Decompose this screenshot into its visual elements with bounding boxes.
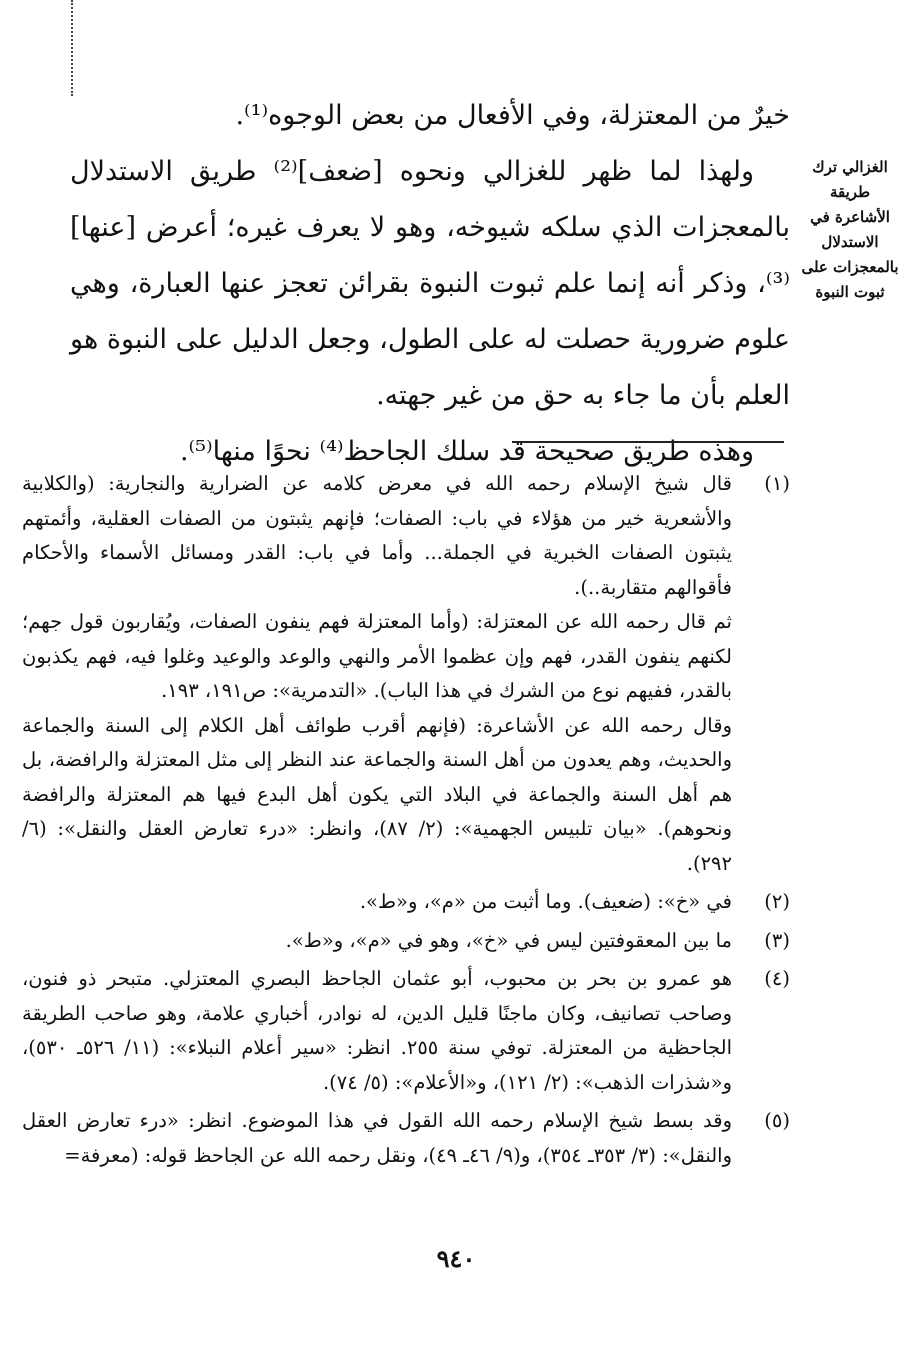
footnotes [22, 467, 790, 1177]
footnote-number: (٢) [764, 890, 790, 913]
footnote-paragraph: هو عمرو بن بحر بن محبوب، أبو عثمان الجاحظ البصري المعتزلي. متبحر ذو فنون، وصاحب تصانيف، وكان ماجنًا قليل الدين، له نوادر، أخباري علامة، وهو صاحب الطريقة الجاحظية من المعتزلة. توفي سنة ٢٥٥. انظر: «سير أعلام النبلاء»: (١١/ ٥٢٦ـ ٥٣٠)، و«شذرات الذهب»: (٢/ ١٢١)، و«الأعلام»: (٥/ ٧٤). [22, 967, 732, 1094]
footnote-number: (٥) [764, 1109, 790, 1132]
footnote-paragraph: قال شيخ الإسلام رحمه الله في معرض كلامه عن الضرارية والنجارية: (والكلابية والأشعرية خير من هؤلاء في باب: الصفات؛ فإنهم يثبتون من الصفات العقلية، وأئمتهم يثبتون الصفات الخبرية في الجملة... وأما في باب: القدر ومسائل الأسماء والأحكام فأقوالهم متقاربة..). [22, 472, 732, 599]
page-number: ٩٤٠ [436, 1244, 476, 1273]
footnote-paragraph: وقال رحمه الله عن الأشاعرة: (فإنهم أقرب طوائف أهل الكلام إلى السنة والجماعة والحديث، وهم يعدون من أهل السنة والجماعة عند النظر إلى مثل المعتزلة والرافضة، بل هم أهل السنة والجماعة في البلاد التي يكون أهل البدع فيها هم المعتزلة والرافضة ونحوهم). «بيان تلبيس الجهمية»: (٢/ ٨٧)، وانظر: «درء تعارض العقل والنقل»: (٦/ ٢٩٢). [22, 713, 732, 875]
footnote-1 [22, 467, 790, 881]
footnote-paragraph: في «خ»: (ضعيف). وما أثبت من «م»، و«ط». [359, 890, 732, 913]
main-paragraph-2: ولهذا لما ظهر للغزالي ونحوه [ضعف]⁽²⁾ طريق الاستدلال بالمعجزات الذي سلكه شيوخه، وهو لا يعرف غيره؛ أعرض [عنها]⁽³⁾، وذكر أنه إنما علم ثبوت النبوة بقرائن تعجز عنها العبارة، وهي علوم ضرورية حصلت له على الطول، وجعل الدليل على النبوة هو العلم بأن ما جاء به حق من غير جهته. [70, 156, 790, 411]
footnote-4 [22, 962, 790, 1100]
footnote-number: (٤) [764, 967, 790, 990]
main-paragraph-1: خيرٌ من المعتزلة، وفي الأفعال من بعض الوجوه⁽¹⁾. [235, 100, 790, 131]
main-text [70, 88, 790, 480]
footnote-5 [22, 1104, 790, 1173]
page-edge-dotted-line [71, 0, 73, 96]
footnote-number: (١) [764, 472, 790, 495]
footnote-2 [22, 885, 790, 920]
footnote-paragraph: ثم قال رحمه الله عن المعتزلة: (وأما المعتزلة فهم ينفون الصفات، ويُقاربون قول جهم؛ لكنهم ينفون القدر، فهم وإن عظموا الأمر والنهي والوعد والوعيد وغلوا فيه، فهم يكذبون بالقدر، ففيهم نوع من الشرك في هذا الباب). «التدمرية»: ص١٩١، ١٩٣. [22, 610, 732, 702]
footnote-separator [512, 441, 784, 443]
footnote-3 [22, 924, 790, 959]
margin-heading: الغزالي ترك طريقة الأشاعرة في الاستدلال بالمعجزات على ثبوت النبوة [801, 158, 899, 301]
main-paragraph-3: وهذه طريق صحيحة قد سلك الجاحظ⁽⁴⁾ نحوًا منها⁽⁵⁾. [179, 436, 754, 467]
footnote-number: (٣) [764, 928, 790, 952]
footnote-paragraph: ما بين المعقوفتين ليس في «خ»، وهو في «م»، و«ط». [285, 928, 732, 952]
footnote-paragraph: وقد بسط شيخ الإسلام رحمه الله القول في هذا الموضوع. انظر: «درء تعارض العقل والنقل»: (٣/ ٣٥٣ـ ٣٥٤)، و(٩/ ٤٦ـ ٤٩)، ونقل رحمه الله عن الجاحظ قوله: (معرفة= [22, 1109, 732, 1167]
